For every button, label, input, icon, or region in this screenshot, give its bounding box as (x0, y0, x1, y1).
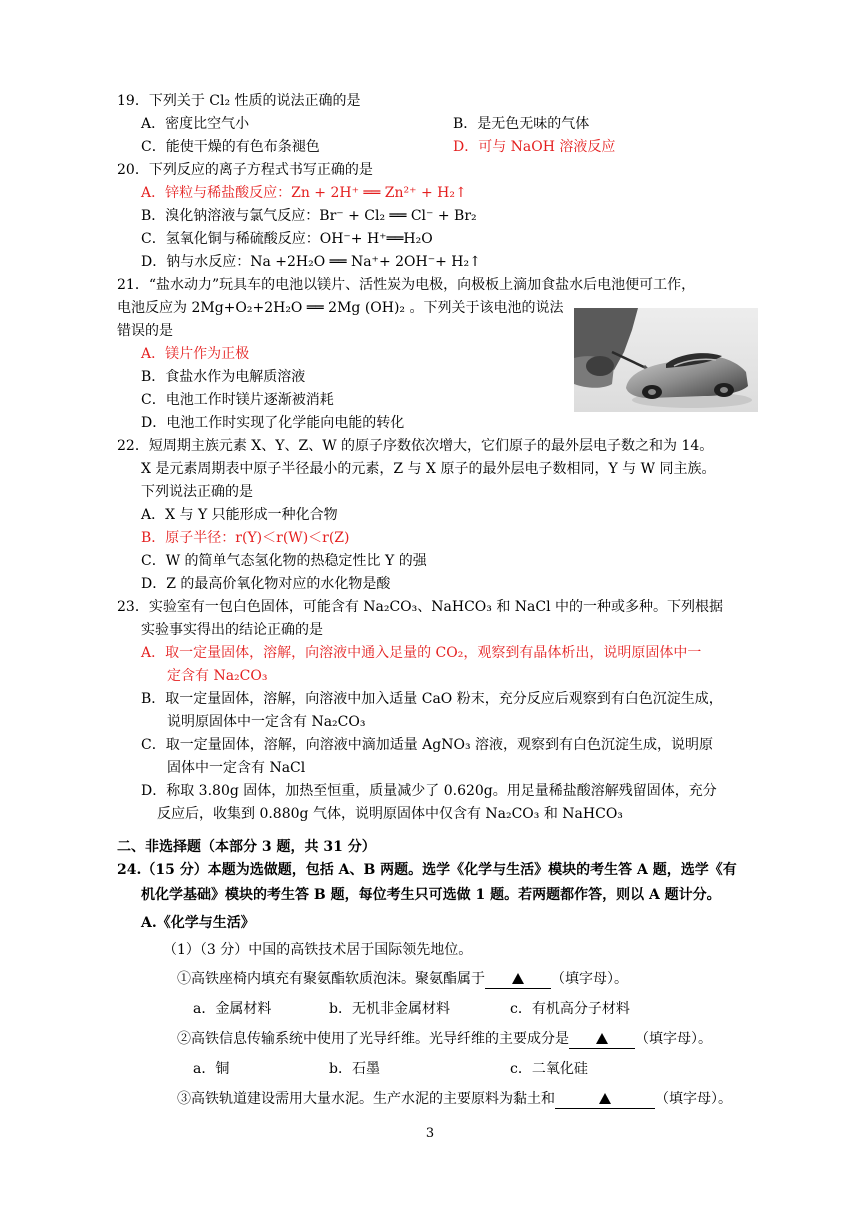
q24-item2-option-a: a．铜 (193, 1061, 230, 1077)
q24-item1-text: ①高铁座椅内填充有聚氨酯软质泡沫。聚氨酯属于 (177, 971, 485, 987)
q22-option-b-answer: B．原子半径：r(Y)＜r(W)＜r(Z) (141, 530, 350, 546)
q24-item1-tail: （填字母）。 (551, 971, 628, 987)
q21-option-b: B．食盐水作为电解质溶液 (141, 369, 306, 385)
q24-item2-tail: （填字母）。 (635, 1031, 712, 1047)
q22-stem-line3: 下列说法正确的是 (141, 484, 253, 500)
q24-item1-option-b: b．无机非金属材料 (329, 1001, 450, 1017)
q19-option-c: C．能使干燥的有色布条褪色 (141, 139, 320, 155)
q23-option-a-answer-line1: A．取一定量固体，溶解，向溶液中通入足量的 CO₂，观察到有晶体析出，说明原固体中一 (141, 645, 702, 661)
q22-option-d: D．Z 的最高价氧化物对应的水化物是酸 (141, 576, 391, 592)
section-2-heading: 二、非选择题（本部分 3 题，共 31 分） (117, 839, 376, 855)
triangle-marker-icon (512, 973, 524, 984)
q19-option-d-answer: D．可与 NaOH 溶液反应 (453, 139, 616, 155)
q19-option-b: B．是无色无味的气体 (453, 116, 590, 132)
q24-item1 (177, 968, 628, 990)
q24-item3 (177, 1088, 732, 1110)
q21-option-c: C．电池工作时镁片逐渐被消耗 (141, 392, 334, 408)
q24-stem-line1: 24.（15 分）本题为选做题，包括 A、B 两题。选学《化学与生活》模块的考生答 A 题，选学《有 (117, 862, 737, 878)
q20-option-d: D．钠与水反应：Na +2H₂O ══ Na⁺+ 2OH⁻+ H₂↑ (141, 254, 481, 270)
q23-option-c-line1: C．取一定量固体，溶解，向溶液中滴加适量 AgNO₃ 溶液，观察到有白色沉淀生成，说明原 (141, 737, 714, 753)
q20-stem: 20．下列反应的离子方程式书写正确的是 (117, 162, 373, 178)
q23-stem-line1: 23．实验室有一包白色固体，可能含有 Na₂CO₃、NaHCO₃ 和 NaCl 中的一种或多种。下列根据 (117, 599, 724, 615)
q23-stem-line2: 实验事实得出的结论正确的是 (141, 622, 323, 638)
q20-option-c: C．氢氧化铜与稀硫酸反应：OH⁻+ H⁺══H₂O (141, 231, 433, 247)
q20-option-b: B．溴化钠溶液与氯气反应：Br⁻ + Cl₂ ══ Cl⁻ + Br₂ (141, 208, 477, 224)
q24-item1-option-a: a．金属材料 (193, 1001, 272, 1017)
q22-stem-line2: X 是元素周期表中原子半径最小的元素，Z 与 X 原子的最外层电子数相同，Y 与 W 同主族。 (141, 461, 716, 477)
q23-option-d-line1: D．称取 3.80g 固体，加热至恒重，质量减少了 0.620g。用足量稀盐酸溶解残留固体，充分 (141, 783, 717, 799)
q24-item3-text: ③高铁轨道建设需用大量水泥。生产水泥的主要原料为黏土和 (177, 1091, 555, 1107)
q24-item3-tail: （填字母）。 (655, 1091, 732, 1107)
q24-part-a-heading: A.《化学与生活》 (141, 915, 255, 931)
q24-part1-stem: （1）（3 分）中国的高铁技术居于国际领先地位。 (163, 942, 473, 958)
q24-item1-option-c: c．有机高分子材料 (510, 1001, 630, 1017)
toy-car-image (574, 308, 758, 412)
q23-option-a-answer-line2: 定含有 Na₂CO₃ (167, 668, 268, 684)
q19-stem: 19．下列关于 Cl₂ 性质的说法正确的是 (117, 93, 361, 109)
answer-blank[interactable] (555, 1090, 655, 1109)
triangle-marker-icon (599, 1093, 611, 1104)
q24-item2-text: ②高铁信息传输系统中使用了光导纤维。光导纤维的主要成分是 (177, 1031, 569, 1047)
triangle-marker-icon (596, 1033, 608, 1044)
q21-stem-line1: 21．“盐水动力”玩具车的电池以镁片、活性炭为电极，向极板上滴加食盐水后电池便可工作， (117, 277, 696, 293)
page-number: 3 (425, 1126, 435, 1141)
q21-option-a-answer: A．镁片作为正极 (141, 346, 250, 362)
q23-option-c-line2: 固体中一定含有 NaCl (167, 760, 306, 776)
q24-item2 (177, 1028, 712, 1050)
q19-option-a: A．密度比空气小 (141, 116, 250, 132)
q23-option-b-line2: 说明原固体中一定含有 Na₂CO₃ (167, 714, 366, 730)
q22-stem-line1: 22．短周期主族元素 X、Y、Z、W 的原子序数依次增大，它们原子的最外层电子数之和为 14。 (117, 438, 714, 454)
q24-item2-option-b: b．石墨 (329, 1061, 380, 1077)
q21-stem-line2: 电池反应为 2Mg+O₂+2H₂O ══ 2Mg (OH)₂ 。下列关于该电池的说法 (117, 300, 564, 316)
q23-option-b-line1: B．取一定量固体，溶解，向溶液中加入适量 CaO 粉末，充分反应后观察到有白色沉淀生成， (141, 691, 723, 707)
answer-blank[interactable] (485, 970, 551, 989)
q20-option-a-answer: A．锌粒与稀盐酸反应：Zn + 2H⁺ ══ Zn²⁺ + H₂↑ (141, 185, 467, 201)
q23-option-d-line2: 反应后，收集到 0.880g 气体，说明原固体中仅含有 Na₂CO₃ 和 NaHCO₃ (157, 806, 623, 822)
answer-blank[interactable] (569, 1030, 635, 1049)
q22-option-c: C．W 的简单气态氢化物的热稳定性比 Y 的强 (141, 553, 427, 569)
q22-option-a: A．X 与 Y 只能形成一种化合物 (141, 507, 338, 523)
q21-stem-line3: 错误的是 (117, 323, 173, 339)
q24-item2-option-c: c．二氧化硅 (510, 1061, 588, 1077)
q24-stem-line2: 机化学基础》模块的考生答 B 题，每位考生只可选做 1 题。若两题都作答，则以 A 题计分。 (141, 887, 721, 903)
q21-option-d: D．电池工作时实现了化学能向电能的转化 (141, 415, 405, 431)
